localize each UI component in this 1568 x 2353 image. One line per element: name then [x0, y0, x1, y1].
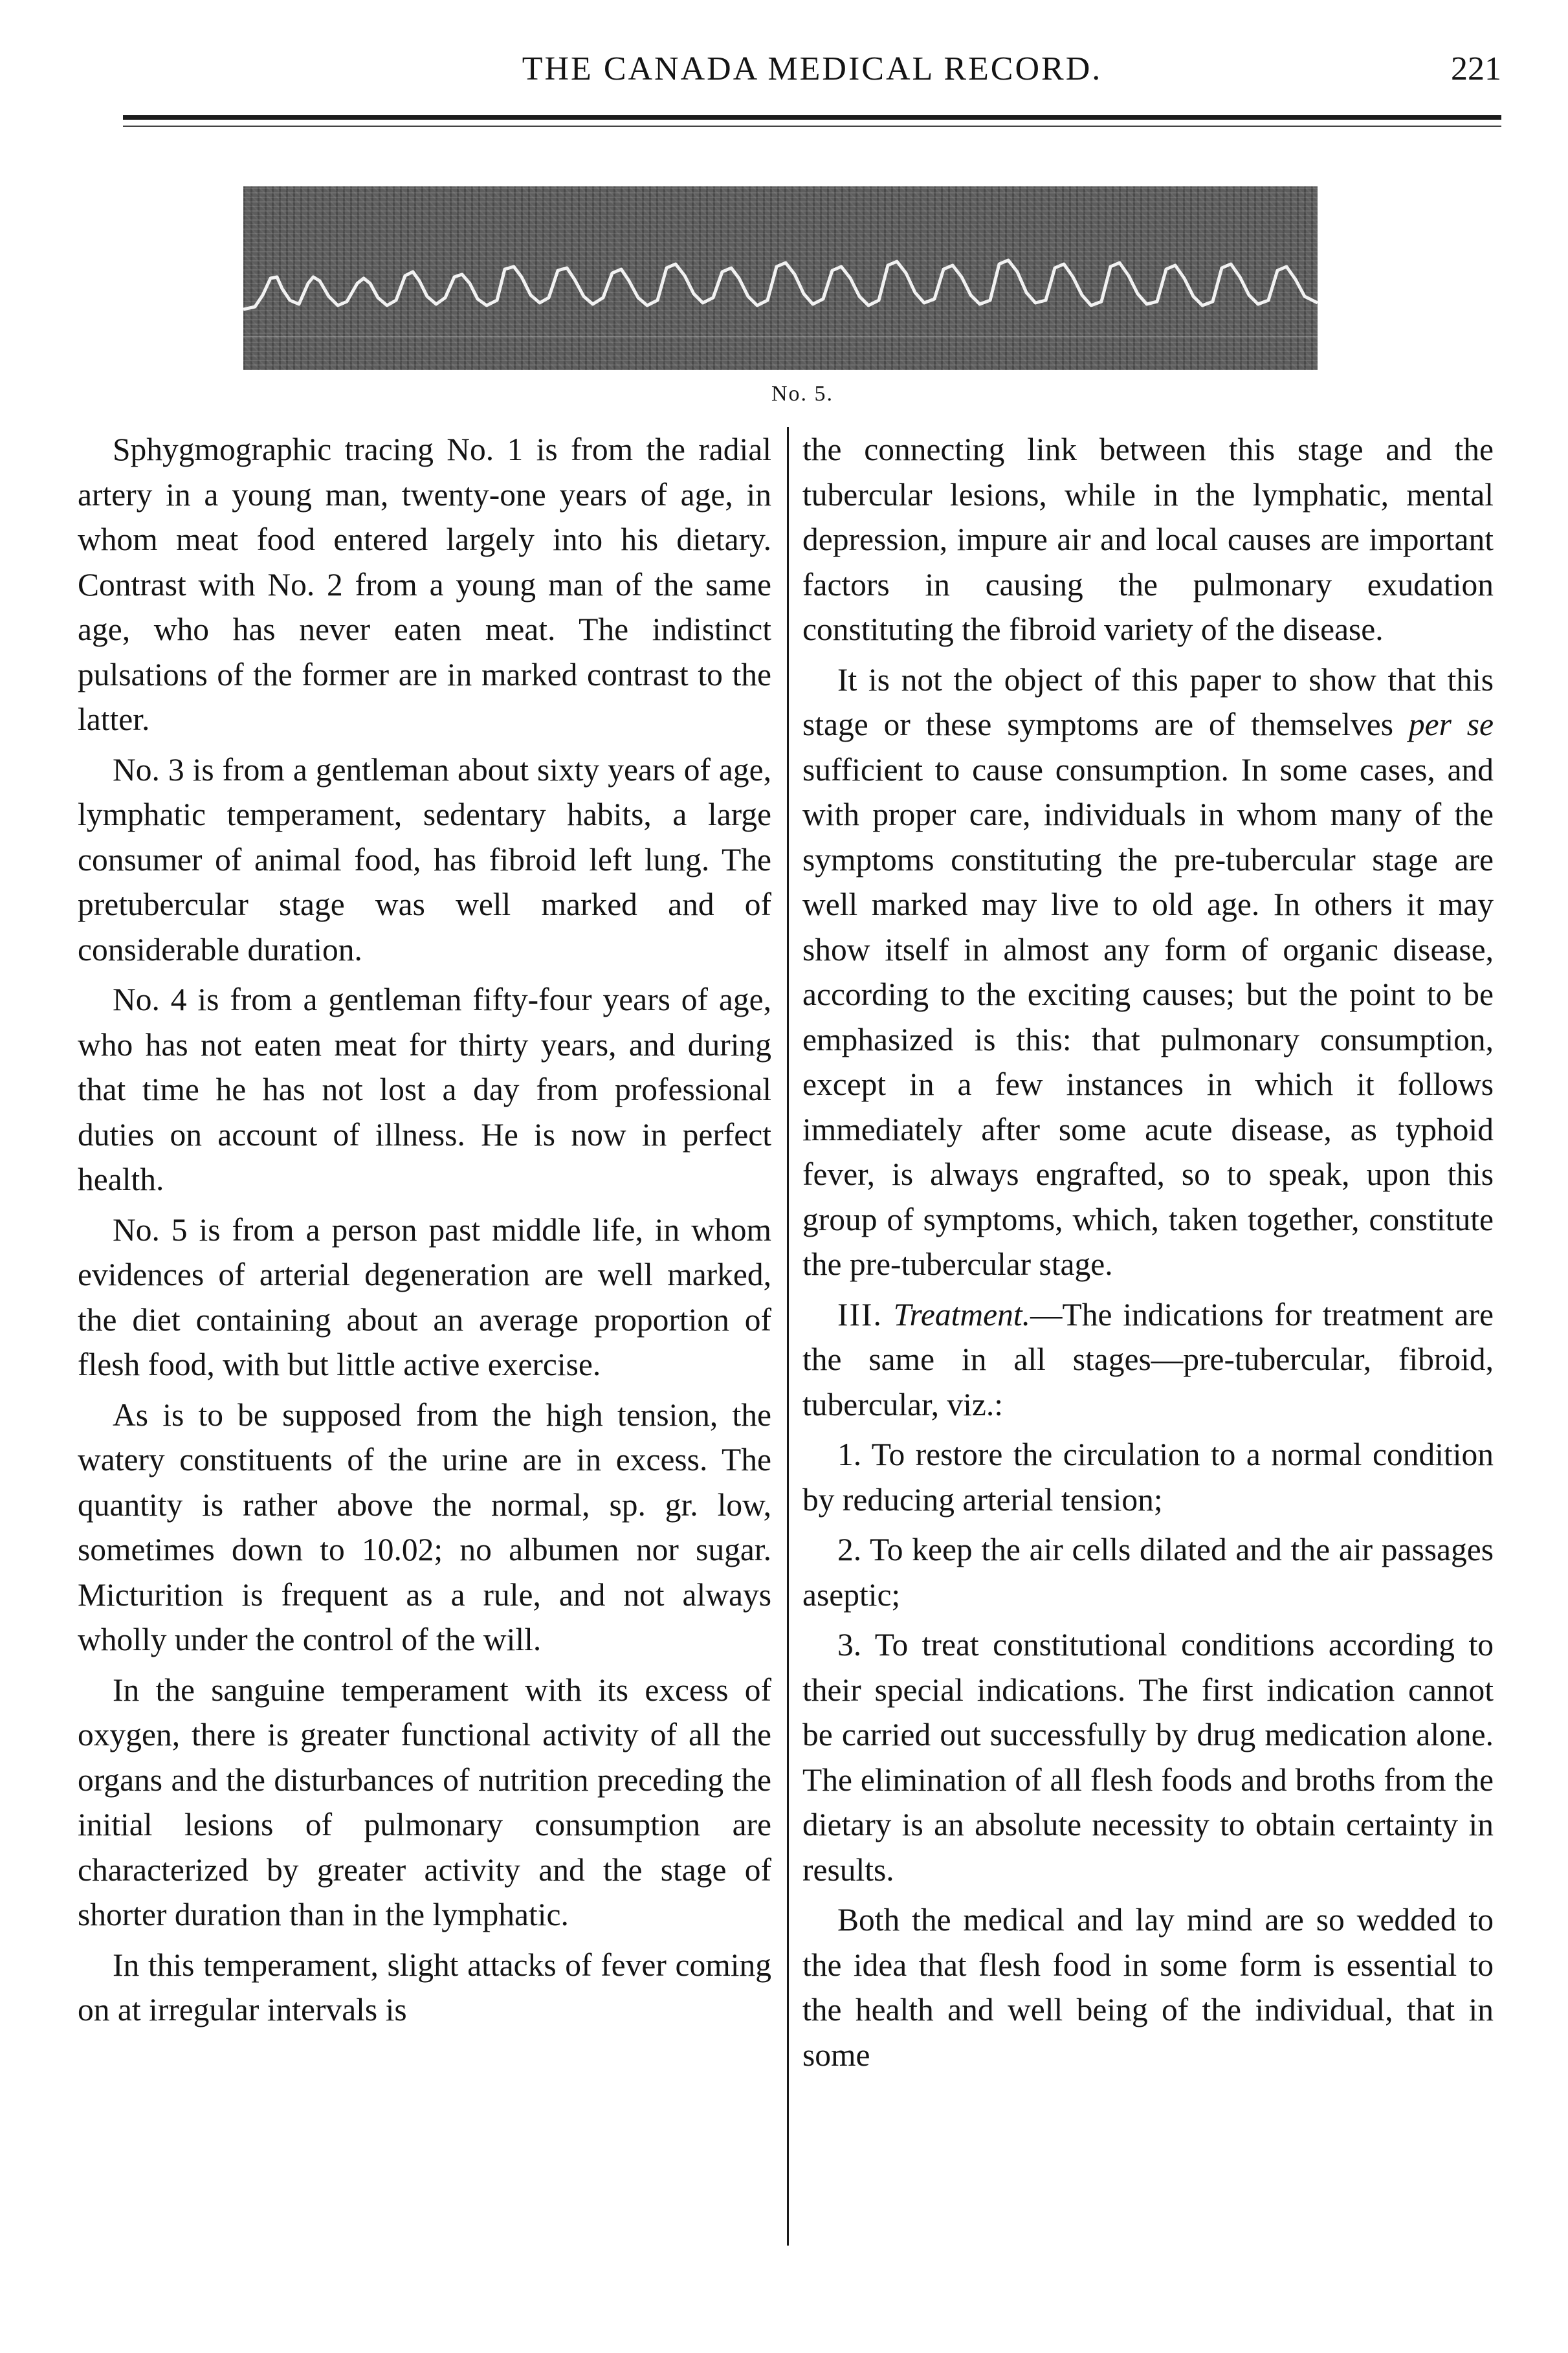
left-column	[78, 427, 771, 2038]
right-paragraph: 1. To restore the circulation to a normal condition by reducing arterial tension;	[802, 1437, 1494, 1518]
section-heading-paragraph	[802, 1292, 1494, 1428]
right-paragraph	[802, 657, 1494, 1287]
left-paragraph: No. 3 is from a gentleman about sixty years of age, lymphatic temperament, sedentary habits, a large consumer of animal food, has fibroid left lung. The pretubercular stage was well marked and of considerable duration.	[78, 751, 771, 967]
section-numeral: III.	[837, 1296, 883, 1332]
paragraph-text: It is not the object of this paper to show that this stage or these symptoms are of themselves	[802, 661, 1494, 742]
left-paragraph: In this temperament, slight attacks of fever coming on at irregular intervals is	[78, 1947, 771, 2027]
left-paragraph: In the sanguine temperament with its excess of oxygen, there is greater functional activity of all the organs and the disturbances of nutrition preceding the initial lesions of pulmonary consumption are characterized by greater activity and the stage of shorter duration than in the lymphatic.	[78, 1672, 771, 1932]
right-paragraph: the connecting link between this stage and the tubercular lesions, while in the lymphatic, mental depression, impure air and local causes are important factors in causing the pulmonary exudation constituting the fibroid variety of the disease.	[802, 432, 1494, 647]
right-column	[802, 427, 1494, 2082]
left-paragraph: Sphygmographic tracing No. 1 is from the radial artery in a young man, twenty-one years of age, in whom meat food entered largely into his dietary. Contrast with No. 2 from a young man of the same age, who has never eaten meat. The indistinct pulsations of the former are in marked contrast to the latter.	[78, 432, 771, 737]
page-number: 221	[1451, 50, 1501, 87]
left-paragraph: No. 4 is from a gentleman fifty-four years of age, who has not eaten meat for thirty years, and during that time he has not lost a day from professional duties on account of illness. He is now in perfect health.	[78, 982, 771, 1197]
section-title: Treatment.	[893, 1296, 1030, 1332]
running-header	[123, 47, 1501, 92]
italic-phrase: per se	[1408, 707, 1494, 742]
right-paragraph: Both the medical and lay mind are so wedded to the idea that flesh food in some form is essential to the health and well being of the individual, that in some	[802, 1902, 1494, 2073]
pulse-trace-graphic	[243, 186, 1318, 370]
sphygmographic-tracing-figure	[243, 186, 1318, 370]
paragraph-text: sufficient to cause consumption. In some cases, and with proper care, individuals in whom many of the symptoms constituting the pre-tubercular stage are well marked may live to old age. In others it may show itself in almost any form of organic disease, according to the exciting causes; but the point to be emphasized is this: that pulmonary consumption, except in a few instances in which it follows immediately after some acute disease, as typhoid fever, is always engrafted, so to speak, upon this group of symptoms, which, taken together, constitute the pre-tubercular stage.	[802, 751, 1494, 1282]
figure-caption: No. 5.	[771, 382, 834, 406]
paragraph-text: —The indications for treatment are the same in all stages—pre-tubercular, fibroid, tubercular, viz.:	[802, 1296, 1494, 1422]
header-rule-thick	[123, 115, 1501, 120]
right-paragraph: 2. To keep the air cells dilated and the air passages aseptic;	[802, 1532, 1494, 1613]
running-title: THE CANADA MEDICAL RECORD.	[522, 50, 1103, 87]
left-paragraph: As is to be supposed from the high tension, the watery constituents of the urine are in excess. The quantity is rather above the normal, sp. gr. low, sometimes down to 10.02; no albumen nor sugar. Micturition is frequent as a rule, and not always wholly under the control of the will.	[78, 1397, 771, 1657]
left-paragraph: No. 5 is from a person past middle life, in whom evidences of arterial degeneration are well marked, the diet containing about an average proportion of flesh food, with but little active exercise.	[78, 1211, 771, 1382]
column-divider	[787, 427, 789, 2246]
header-rule-thin	[123, 126, 1501, 127]
right-paragraph: 3. To treat constitutional conditions according to their special indications. The first indication cannot be carried out successfully by drug medication alone. The elimination of all flesh foods and broths from the dietary is an absolute necessity to obtain certainty in results.	[802, 1627, 1494, 1888]
